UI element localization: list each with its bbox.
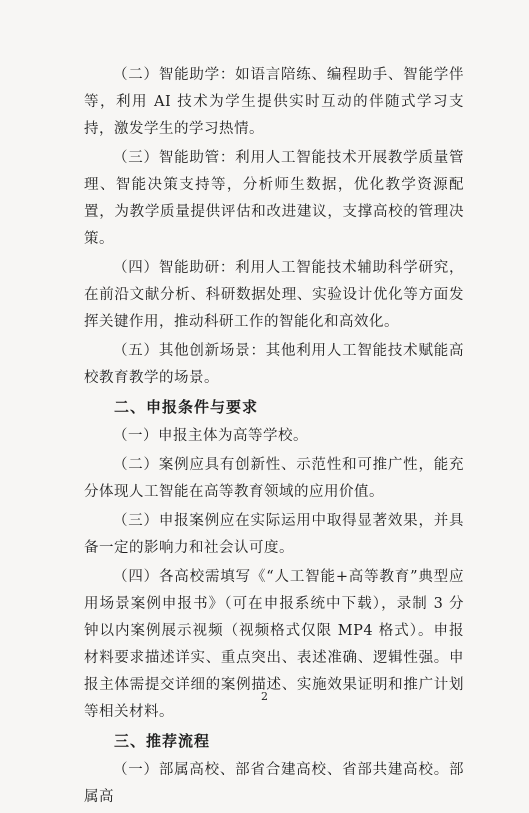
process-item-1: （一）部属高校、部省合建高校、省部共建高校。部属高: [84, 762, 464, 805]
paragraph-smart-management: （三）智能助管：利用人工智能技术开展教学质量管理、智能决策支持等，分析师生数据，优化教学资源配置，为教学质量提供评估和改进建议，支撑高校的管理决策。: [84, 150, 464, 247]
page-number: 2: [261, 690, 268, 703]
requirement-item-3: （三）申报案例应在实际运用中取得显著效果，并具备一定的影响力和社会认可度。: [84, 513, 464, 556]
requirement-item-1: （一）申报主体为高等学校。: [113, 428, 308, 444]
section-heading-requirements: 二、申报条件与要求: [114, 398, 259, 416]
paragraph-smart-research: （四）智能助研：利用人工智能技术辅助科学研究，在前沿文献分析、科研数据处理、实验设计优化等方面发挥关键作用，推动科研工作的智能化和高效化。: [84, 260, 464, 330]
paragraph-smart-learning: （二）智能助学：如语言陪练、编程助手、智能学伴等，利用 AI 技术为学生提供实时互动的伴随式学习支持，激发学生的学习热情。: [84, 67, 464, 137]
section-heading-process: 三、推荐流程: [114, 732, 211, 750]
requirement-item-2: （二）案例应具有创新性、示范性和可推广性，能充分体现人工智能在高等教育领域的应用价值。: [84, 457, 464, 500]
requirement-item-4: （四）各高校需填写《“人工智能+高等教育”典型应用场景案例申报书》（可在申报系统中下载），录制 3 分钟以内案例展示视频（视频格式仅限 MP4 格式）。申报材料要求描述详实、重点突出、表述准确、逻辑性强。申报主体需提交详细的案例描述、实施效果证明和推广计划等相关材料。: [84, 569, 464, 720]
paragraph-other-scenarios: （五）其他创新场景：其他利用人工智能技术赋能高校教育教学的场景。: [84, 343, 464, 386]
